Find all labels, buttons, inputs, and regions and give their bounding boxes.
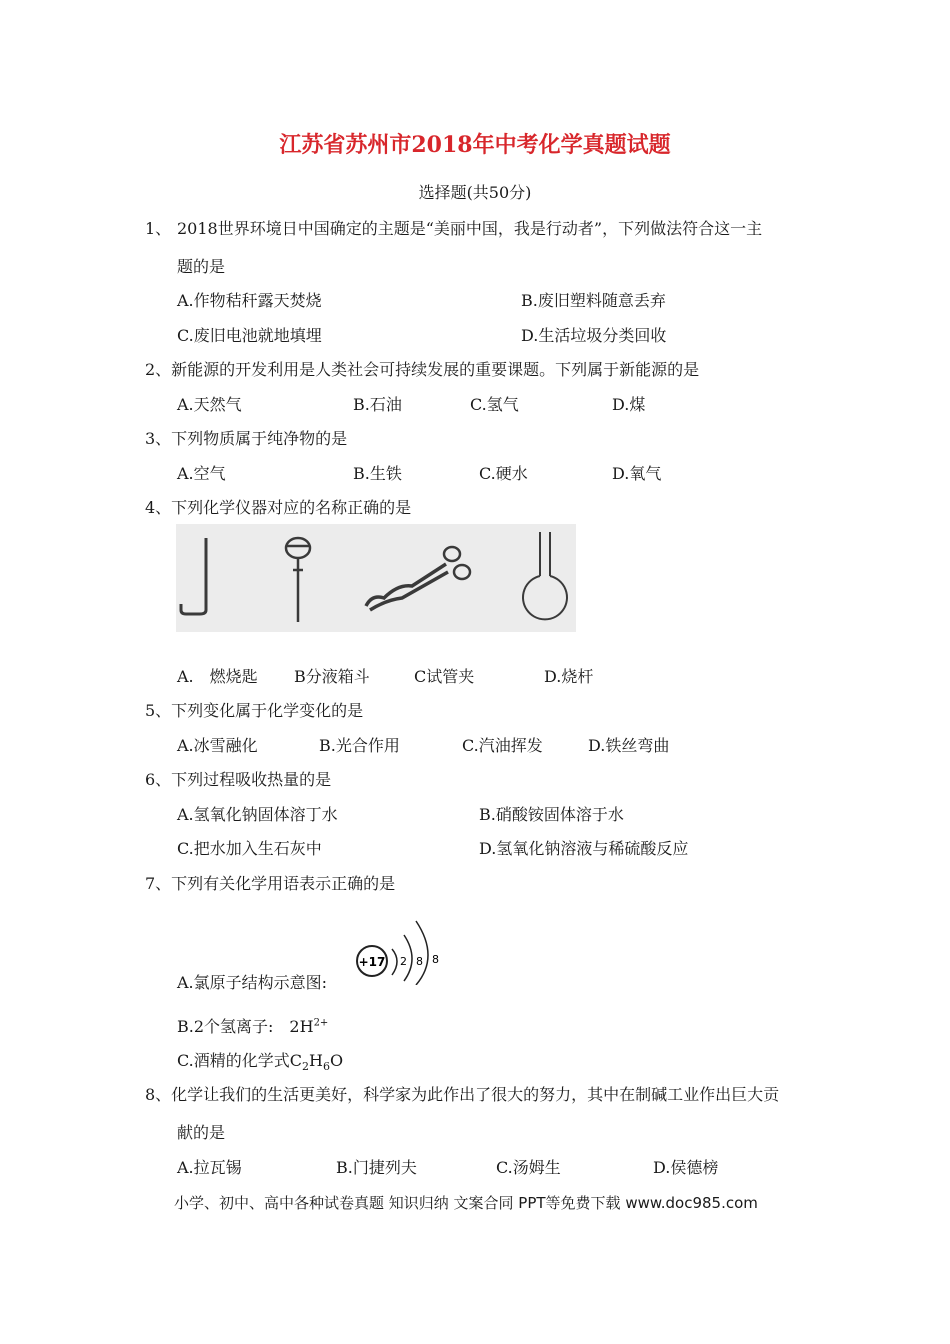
- q1-option-a: A.作物秸秆露天焚烧: [177, 291, 322, 310]
- q8-option-a: A.拉瓦锡: [177, 1158, 242, 1177]
- q3-option-b: B.生铁: [353, 464, 402, 483]
- chlorine-atom-diagram: [354, 905, 454, 985]
- nucleus-charge: +17: [358, 955, 386, 969]
- q6-option-c: C.把水加入生石灰中: [177, 839, 322, 858]
- atom-structure-drawing: [354, 905, 454, 985]
- shell-2-count: 8: [416, 955, 423, 968]
- q7-option-a: A.氯原子结构示意图:: [177, 973, 328, 992]
- q1-option-d: D.生活垃圾分类回收: [521, 326, 667, 345]
- test-tube-clamp-icon: [366, 547, 470, 610]
- electron-shell-1: [392, 949, 397, 975]
- q3-stem: 3、下列物质属于纯净物的是: [145, 429, 348, 448]
- burning-spoon-icon: [181, 538, 206, 614]
- q5-stem: 5、下列变化属于化学变化的是: [145, 701, 364, 720]
- shell-1-count: 2: [400, 955, 407, 968]
- q7-stem: 7、下列有关化学用语表示正确的是: [145, 874, 396, 893]
- q2-option-a: A.天然气: [177, 395, 242, 414]
- lab-instruments-figure: [176, 524, 576, 632]
- q8-stem-line1: 8、化学让我们的生活更美好，科学家为此作出了很大的努力，其中在制碱工业作出巨大贡: [145, 1085, 780, 1104]
- q2-stem: 2、新能源的开发利用是人类社会可持续发展的重要课题。下列属于新能源的是: [145, 360, 700, 379]
- q4-stem: 4、下列化学仪器对应的名称正确的是: [145, 498, 412, 517]
- q2-option-c: C.氢气: [470, 395, 519, 414]
- q4-option-d: D.烧杆: [544, 667, 594, 686]
- q5-option-a: A.冰雪融化: [177, 736, 258, 755]
- q1-stem-line1: 2018世界环境日中国确定的主题是“美丽中国，我是行动者”，下列做法符合这一主: [177, 219, 763, 238]
- q7-option-b: [177, 1014, 328, 1037]
- section-heading: 选择题(共50分): [418, 183, 532, 202]
- q5-option-b: B.光合作用: [319, 736, 400, 755]
- q7-option-b-charge: 2+: [313, 1017, 329, 1029]
- shell-3-count: 8: [432, 953, 439, 966]
- q2-option-d: D.煤: [612, 395, 646, 414]
- q7-option-c-sub1: 2: [302, 1060, 310, 1074]
- q6-option-a: A.氢氧化钠固体溶丁水: [177, 805, 338, 824]
- q1-number: 1、: [145, 219, 172, 238]
- separatory-funnel-icon: [286, 538, 310, 622]
- q4-option-b: B分液箱斗: [294, 667, 370, 686]
- q6-option-d: D.氢氧化钠溶液与稀硫酸反应: [479, 839, 689, 858]
- q5-option-c: C.汽油挥发: [462, 736, 543, 755]
- q4-option-a: A. 燃烧匙: [177, 667, 258, 686]
- q8-option-d: D.侯德榜: [653, 1158, 719, 1177]
- q7-option-c-end: O: [329, 1051, 344, 1070]
- round-bottom-flask-icon: [523, 532, 567, 619]
- q3-option-d: D.氧气: [612, 464, 662, 483]
- q6-option-b: B.硝酸铵固体溶于水: [479, 805, 624, 824]
- lab-instruments-drawing: [176, 524, 576, 632]
- q7-option-c-text: C.酒精的化学式C: [177, 1051, 303, 1070]
- q7-option-c-sub2: 6: [322, 1060, 330, 1074]
- q1-option-c: C.废旧电池就地填埋: [177, 326, 322, 345]
- q5-option-d: D.铁丝弯曲: [588, 736, 670, 755]
- footer-text: 小学、初中、高中各种试卷真题 知识归纳 文案合同 PPT等免费下载 www.doc985.com: [174, 1194, 758, 1212]
- q7-option-b-text: B.2个氢离子: 2H: [177, 1017, 314, 1036]
- q3-option-a: A.空气: [177, 464, 226, 483]
- q8-option-c: C.汤姆生: [496, 1158, 561, 1177]
- q4-option-c: C试管夹: [414, 667, 475, 686]
- q3-option-c: C.硬水: [479, 464, 528, 483]
- q8-option-b: B.门捷列夫: [336, 1158, 417, 1177]
- q2-option-b: B.石油: [353, 395, 402, 414]
- q1-stem-line2: 题的是: [177, 257, 226, 276]
- q1-option-b: B.废旧塑料随意丢弃: [521, 291, 666, 310]
- q6-stem: 6、下列过程吸收热量的是: [145, 770, 332, 789]
- page-title: 江苏省苏州市2018年中考化学真题试题: [279, 132, 671, 158]
- q7-option-c: [177, 1048, 343, 1073]
- q8-stem-line2: 献的是: [177, 1123, 226, 1142]
- q7-option-c-mid: H: [309, 1051, 323, 1070]
- electron-shell-3: [416, 921, 428, 985]
